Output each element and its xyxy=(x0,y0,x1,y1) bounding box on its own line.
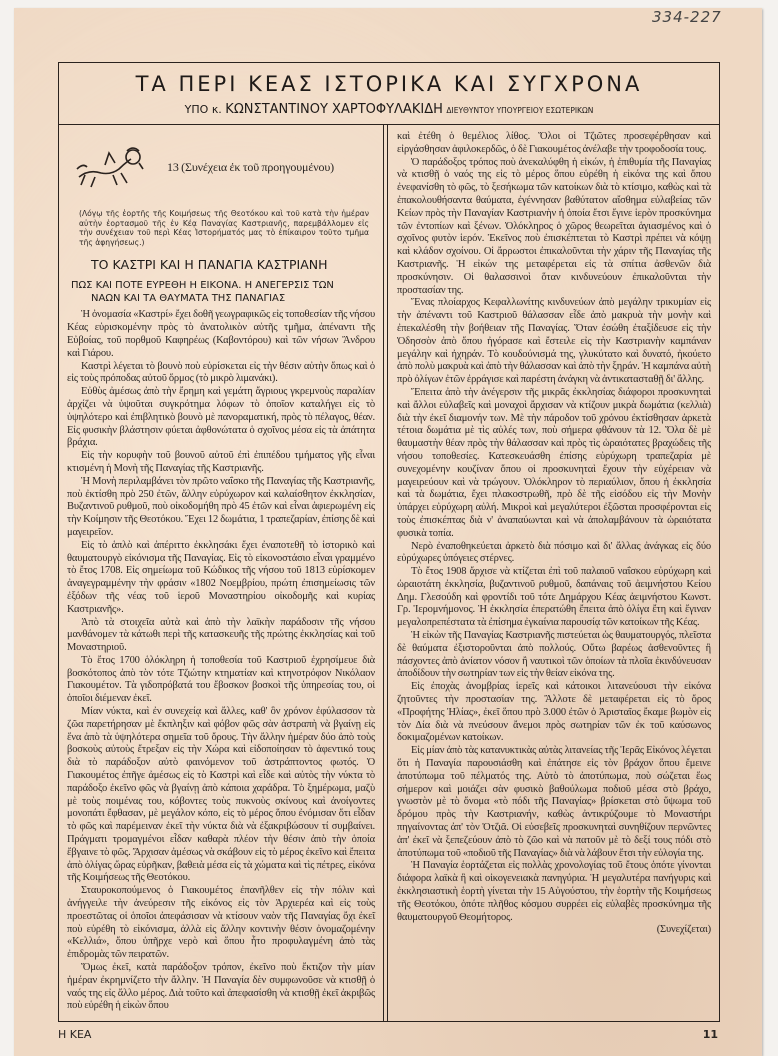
page-footer xyxy=(58,1028,720,1042)
paragraph: Νερὸ ἐναποθηκεύεται ἀρκετὸ διὰ πόσιμο καὶ δι' ἄλλας ἀνάγκας εἰς δύο εὐρύχωρες ὑπόγειες στέρνες. xyxy=(397,540,711,565)
paragraph: Ἀπὸ τὰ στοιχεῖα αὐτὰ καὶ ἀπὸ τὴν λαϊκὴν παράδοσιν τῆς νήσου μανθάνομεν τὰ κάτωθι περὶ τῆς κατασκευῆς τῆς πρώτης ἐκκλησίας καὶ τοῦ Μοναστηριοῦ. xyxy=(67,616,376,654)
paragraph: Καστρὶ λέγεται τὸ βουνὸ ποὺ εὑρίσκεται εἰς τὴν θέσιν αὐτὴν ὅπως καὶ ὁ εἰς τοὺς πρόποδας αὐτοῦ ὅρμος (τὸ μικρὸ λιμανάκι). xyxy=(67,360,376,385)
byline-prefix: ΥΠΟ κ. xyxy=(184,103,222,116)
paragraph: Εἰς μίαν ἀπὸ τὰς κατανυκτικὰς αὐτὰς λιτανείας τῆς Ἱερᾶς Εἰκόνος λέγεται ὅτι ἡ Παναγία παρουσιάσθη καὶ ἐπάτησε εἰς τὸν βράχον ὅπου ἔμεινε ἀποτύπωμα τοῦ πέλματός της. Αὐτὸ τὸ ἀποτύπωμα, ποὺ σώζεται ἕως σήμερον καὶ μοιάζει σὰν φυσικὸ βαθούλωμα ποδιοῦ μέσα στὸ βράχο, γνωστὸν μὲ τὸ ὄνομα «τὸ πόδι τῆς Παναγίας» βρίσκεται στὸ ὕψωμα τοῦ δρόμου πρὸς τὴν Καστριανήν, καθὼς ἀντικρύζουμε τὸ Μοναστήρι πηγαίνοντας ἀπ' τὸν Ὀτζιᾶ. Οἱ εὐσεβεῖς προσκυνηταὶ συνηθίζουν περνῶντες ἀπ' ἐκεῖ νὰ ξεπεζεύουν ἀπὸ τὸ ζῶο καὶ νὰ πατοῦν μὲ τὸ δεξί τους πόδι στὸ ἀποτύπωμα τοῦ «ποδιοῦ τῆς Παναγίας» διὰ νὰ λάβουν ἔτσι τὴν εὐλογία της. xyxy=(397,745,711,859)
page-number: 11 xyxy=(702,1028,718,1042)
section-subheading xyxy=(71,279,375,305)
author-role: ΔΙΕΥΘΥΝΤΟΥ ΥΠΟΥΡΓΕΙΟΥ ΕΣΩΤΕΡΙΚΩΝ xyxy=(446,106,594,115)
paragraph: καὶ ἐτέθη ὁ θεμέλιος λίθος. Ὅλοι οἱ Τζιῶτες προσεφέρθησαν καὶ εἰργάσθησαν ἀφιλοκερδῶς, ὁ δὲ Γιακουμέτος ἀνέλαβε τὴν τροφοδοσία τους. xyxy=(397,131,711,155)
paragraph: Ἡ Παναγία ἑορτάζεται εἰς πολλὰς χρονολογίας τοῦ ἔτους ὁπότε γίνονται διάφορα λαϊκὰ ἢ καὶ οἰκογενειακὰ πανηγύρια. Ἡ μεγαλυτέρα πανήγυρις καὶ ἐκκλησιαστικὴ ἑορτὴ γίνεται τὴν 15 Αὐγούστου, τὴν ἑορτὴν τῆς Κοιμήσεως τῆς Θεοτόκου, ὁπότε πλῆθος κόσμου συρρέει εἰς εὐλαβὲς προσκύνημα τῆς θαυματουργοῦ Θεομήτορος. xyxy=(397,860,711,923)
right-column xyxy=(388,125,719,1021)
left-column xyxy=(59,125,383,1021)
paragraph: Σταυροκοπούμενος ὁ Γιακουμέτος ἐπανῆλθεν εἰς τὴν πόλιν καὶ ἀνήγγειλε τὴν ἀνεύρεσιν τῆς εἰκόνος εἰς τὸν Ἀρχιερέα καὶ εἰς τοὺς προεστῶτας οἱ ὁποῖοι ἀπεφάσισαν νὰ κτίσουν ναὸν τῆς Παναγίας ὄχι ἐκεῖ ποὺ εὑρέθη τὸ εἰκόνισμα, ἀλλὰ εἰς ἄλλην κοντινὴν θέσιν ὀνομαζομένην «Κελλιά», ὅπου ὑπῆρχε νερὸ καὶ ὅπου ἦτο προφυλαγμένη ἀπὸ τὰς ἐπιδρομὰς τῶν πειρατῶν. xyxy=(67,885,376,961)
section-heading: ΤΟ ΚΑΣΤΡΙ ΚΑΙ Η ΠΑΝΑΓΙΑ ΚΑΣΤΡΙΑΝΗ xyxy=(91,257,328,273)
paragraph: Εὐθὺς ἀμέσως ἀπὸ τὴν ἔρημη καὶ γεμάτη ἄγριους γκρεμνοὺς παραλίαν ἀρχίζει νὰ ὑψοῦται συγκρότημα λόφων τὸ ὁποῖον καταλήγει εἰς τὸ ὑψηλότερο καὶ ἐπιβλητικὸ βουνὸ μὲ πανοραματική, πρὸς τὸ πέλαγος, θέαν. Εἰς φυσικὴν βλάστησιν φύεται ἀφθονώτατα ὁ σχοῖνος μέσα εἰς τὰ ἀπάτητα βράχια. xyxy=(67,386,376,449)
handwritten-archive-number: 334-227 xyxy=(652,8,722,26)
paragraph: Τὸ ἔτος 1908 ἄρχισε νὰ κτίζεται ἐπὶ τοῦ παλαιοῦ ναΐσκου εὐρύχωρη καὶ ὡραιοτάτη ἐκκλησία, βυζαντινοῦ ρυθμοῦ, δαπάναις τοῦ ἀειμνήστου Κείου Δημ. Γλεσούδη καὶ φροντίδι τοῦ τότε Δημάρχου Κέας ἀειμνήστου Κωνστ. Γρ. Ἱερομνήμονος. Ἡ ἐκκλησία ἐπερατώθη ἔπειτα ἀπὸ ὀλίγα ἔτη καὶ ἔγιναν μεγαλοπρεπέστατα τὰ ἐπίσημα ἐγκαίνια παρουσίᾳ τῶν κατοίκων τῆς Κέας. xyxy=(397,566,711,629)
author-name: ΚΩΝΣΤΑΝΤΙΝΟΥ ΧΑΡΤΟΦΥΛΑΚΙΔΗ xyxy=(225,102,443,117)
paragraph: Εἰς τὸ ἁπλὸ καὶ ἀπέριττο ἐκκλησάκι ἔχει ἐναποτεθῆ τὸ ἱστορικὸ καὶ θαυματουργὸ εἰκόνισμα τῆς Παναγίας. Εἰς τὸ εἰκονοστάσιο εἶναι γραμμένο τὸ ἔτος 1708. Εἰς σημείωμα τοῦ Κώδικος τῆς νήσου τοῦ 1813 εὑρίσκομεν ἀναγεγραμμένην τὴν φράσιν «1802 Νοεμβρίου, πρώτη ἐπισημείωσις τῶν ἐξόδων τῆς νέας τοῦ ἱεροῦ Μοναστηρίου οἰκοδομῆς καὶ κυρίας Καστριανῆς». xyxy=(67,539,376,615)
byline xyxy=(59,103,719,118)
paragraph: Ἡ ὀνομασία «Καστρί» ἔχει δοθῆ γεωγραφικῶς εἰς τοποθεσίαν τῆς νήσου Κέας εὑρισκομένην πρὸς τὸ ἀνατολικὸν αὐτῆς τμῆμα, ἀπέναντι τῆς Εὐβοίας, τοῦ πορθμοῦ Καφηρέως (Καβοντόρου) καὶ τῶν νήσων Ἄνδρου καὶ Γιάρου. xyxy=(67,309,376,359)
paragraph: Μίαν νύκτα, καὶ ἐν συνεχείᾳ καὶ ἄλλες, καθ' ὃν χρόνον ἐφύλασσον τὰ ζῶα παρετήρησαν μὲ ἔκπληξιν καὶ φόβον φῶς σὰν ἀστραπὴ νὰ βγαίνῃ εἰς ἕνα ἀπὸ τὰ ὑψηλότερα σημεῖα τοῦ ὄρους. Τὴν ἄλλην ἡμέραν δύο ἀπὸ τοὺς βοσκοὺς αὐτοὺς ἔτρεξαν εἰς τὴν Χώρα καὶ εἰδοποίησαν τὸ ἀφεντικό τους διὰ τὸ παράδοξον αὐτὸ φαινόμενον τοῦ ἀστράπτοντος φωτός. Ὁ Γιακουμέτος ἐπῆγε ἀμέσως εἰς τὸ Καστρὶ καὶ εἶδε καὶ αὐτὸς τὴν νύκτα τὸ παράδοξο ἐκεῖνο φῶς νὰ βγαίνῃ ἀπὸ κάποια χαράδρα. Τὸ ξημέρωμα, μαζὺ μὲ τοὺς ποιμένας του, κόβοντες τοὺς πυκνοὺς σκίνους καὶ ἀνοίγοντες μονοπάτι ἔφθασαν, μὲ μεγάλον κόπο, εἰς τὸ μέρος ὅπου ἐνόμισαν ὅτι εἶδαν τὸ φῶς καὶ παρέμειναν ἐκεῖ τὴν νύκτα διὰ νὰ ἐξακριβώσουν τί συμβαίνει. Πράγματι τρομαγμένοι εἶδαν καθαρὰ πλέον τὴν θέσιν ἀπὸ τὴν ὁποία ἔβγαινε τὸ φῶς. Ἄρχισαν ἀμέσως νὰ σκάβουν εἰς τὸ μέρος ἐκεῖνο καὶ ἔπειτα ἀπὸ ὀλίγας ὥρας εὑρῆκαν, βαθειὰ μέσα εἰς τὰ χώματα καὶ τὶς πέτρες, εἰκόνα τῆς Κοιμήσεως τῆς Θεοτόκου. xyxy=(67,706,376,884)
publication-name: Η ΚΕΑ xyxy=(58,1028,92,1042)
paragraph: Ὁ παράδοξος τρόπος ποὺ ἀνεκαλύφθη ἡ εἰκών, ἡ ἐπιθυμία τῆς Παναγίας νὰ κτισθῇ ὁ ναός της εἰς τὸ μέρος ὅπου εὑρέθη ἡ εἰκόνα της καὶ ὅπου ἐνεφανίσθη τὸ φῶς, τὸ ξεσήκωμα τῶν κατοίκων διὰ τὸ κτίσιμο, καθὼς καὶ τὰ ἐπακολουθήσαντα θαύματα, ἐγέννησαν βαθύτατον αἴσθημα εὐλαβείας τῶν Κείων πρὸς τὴν Παναγίαν Καστριανὴν ἡ ὁποία ἔτσι ἔγινε ἱερὸν προσκύνημα τῶν ἐντοπίων καὶ ξένων. Ὁλόκληρος ὁ χῶρος θεωρεῖται ἁγιασμένος καὶ ὁ σχοῖνος φυτὸν ἱερόν. Ἐκεῖνος ποὺ ἐπισκέπτεται τὸ Καστρὶ πρέπει νὰ κόψῃ καὶ κλάδον σχοίνου. Οἱ ἄρρωστοι ἐπικαλοῦνται τὴν χάριν τῆς Παναγίας τῆς Καστριανῆς. Ἡ εἰκών της μεταφέρεται εἰς τὰ σπίτια ἀσθενῶν διὰ προσκύνησιν. Οἱ θαλασσινοὶ ὅταν κινδυνεύουν ἐπικαλοῦνται τὴν προστασίαν της. xyxy=(397,156,711,296)
paragraph: Τὸ ἔτος 1700 ὁλόκληρη ἡ τοποθεσία τοῦ Καστριοῦ ἐχρησίμευε διὰ βοσκότοπος ἀπὸ τὸν τότε Τζιώτην κτηματίαν καὶ κτηνοτρόφον Νικόλαον Γιακουμέτον. Τὰ γιδοπρόβατά του ἔβοσκον βοσκοὶ τῆς ὑπηρεσίας του, οἱ ὁποῖοι διέμεναν ἐκεῖ. xyxy=(67,654,376,705)
installment-row xyxy=(67,139,375,195)
installment-label: 13 (Συνέχεια ἐκ τοῦ προηγουμένου) xyxy=(167,159,334,174)
paragraph: Ἕνας πλοίαρχος Κεφαλλωνίτης κινδυνεύων ἀπὸ μεγάλην τρικυμίαν εἰς τὴν ἀπέναντι τοῦ Καστριοῦ θάλασσαν εἶδε ἀπὸ μακρυὰ τὴν μονὴν καὶ ἐπεκαλέσθη τὴν βοήθειαν τῆς Παναγίας. Ὅταν ἐσώθη ἐταξίδευσε εἰς τὴν Ὀδησσὸν ἀπὸ ὅπου ἠγόρασε καὶ ἔστειλε εἰς τὴν Καστριανὴν καμπάναν μεγάλην καὶ ἠχηράν. Τὸ κουδούνισμά της, γλυκύτατο καὶ δυνατό, ἠκούετο ἀπὸ πολὺ μακρυὰ καὶ ἀπὸ τὴν θάλασσαν καὶ ἀπὸ τὴν ξηράν. Ἡ καμπάνα αὐτὴ πρὸ ὀλίγων ἐτῶν ἐρράγισε καὶ παρέστη ἀνάγκη νὰ ἀντικατασταθῇ δι' ἄλλης. xyxy=(397,297,711,386)
paragraph: Ὅμως ἐκεῖ, κατὰ παράδοξον τρόπον, ἐκεῖνο ποὺ ἔκτιζον τὴν μίαν ἡμέραν ἐκρημνίζετο τὴν ἄλλην. Ἡ Παναγία δὲν συμφωνοῦσε νὰ κτισθῇ ὁ ναός της εἰς ἄλλο μέρος. Διὰ τοῦτο καὶ ἀπεφασίσθη νὰ κτισθῇ ἐκεῖ ἀκριβῶς ποὺ εὑρέθη ἡ εἰκὼν ὅπου xyxy=(67,962,376,1012)
paragraph: Ἡ εἰκὼν τῆς Παναγίας Καστριανῆς πιστεύεται ὡς θαυματουργός, πλεῖστα δὲ θαύματα ἐξιστοροῦνται ἀπὸ πολλούς. Οὕτω βαρέως ἀσθενοῦντες ἢ πάσχοντες ἀπὸ ἀνίατον νόσον ἢ ναυτικοὶ τῶν ὁποίων τὰ πλοῖα ἐκινδύνευσαν ἀποδίδουν τὴν σωτηρίαν των εἰς τὴν θείαν εἰκόνα της. xyxy=(397,630,711,680)
article-columns xyxy=(59,125,719,1021)
paragraph: Ἔπειτα ἀπὸ τὴν ἀνέγερσιν τῆς μικρᾶς ἐκκλησίας διάφοροι προσκυνηταὶ καὶ ἄλλοι εὐλαβεῖς καὶ μοναχοὶ ἄρχισαν νὰ κτίζουν μικρὰ δωμάτια (κελλιὰ) διὰ τὴν ἐκεῖ διαμονήν των. Μὲ τὴν πάροδον τοῦ χρόνου ἐκτίσθησαν ἀρκετὰ τέτοια δωμάτια μὲ τὶς αὐλές των, ποὺ σήμερα φθάνουν τὰ 12. Ὅλα δὲ μὲ θαυμαστὴν θέαν πρὸς τὴν θάλασσαν καὶ πρὸς τὶς ὡραιότατες βραχώδεις τῆς νήσου τοποθεσίες. Κατεσκευάσθη ἐπίσης εὐρύχωρη τραπεζαρία μὲ συνεχομένην κουζίναν ὅπου οἱ προσκυνηταὶ ἔχουν τὴν εὐχέρειαν νὰ μαγειρεύουν καὶ νὰ τρώγουν. Ὁλόκληρον τὸ περιαύλιον, ὅπου ἡ ἐκκλησία καὶ τὰ δωμάτια, ἔχει πλακοστρωθῆ, πρὸ δὲ τῆς εἰσόδου εἰς τὴν Μονὴν ὑπάρχει εὐρύχωρη αὐλή. Μικροὶ καὶ μεγαλύτεροι ἐξῶσται προσφέρονται εἰς τοὺς ἐπισκέπτας διὰ ν' ἀναπαύωνται καὶ νὰ ἀπολαμβάνουν τὰ ὡραιότατα φυσικὰ τοπία. xyxy=(397,386,711,539)
subheading-line-2: ΝΑΩΝ ΚΑΙ ΤΑ ΘΑΥΜΑΤΑ ΤΗΣ ΠΑΝΑΓΙΑΣ xyxy=(91,293,286,305)
article-title: ΤΑ ΠΕΡΙ ΚΕΑΣ ΙΣΤΟΡΙΚΑ ΚΑΙ ΣΥΓΧΡΟΝΑ xyxy=(135,72,643,96)
subheading-line-1: ΠΩΣ ΚΑΙ ΠΟΤΕ ΕΥΡΕΘΗ Η ΕΙΚΟΝΑ. Η ΑΝΕΓΕΡΣΙΣ ΤΩΝ xyxy=(71,280,334,292)
article-frame xyxy=(58,62,720,1022)
paragraph: Εἰς τὴν κορυφὴν τοῦ βουνοῦ αὐτοῦ ἐπὶ ἐπιπέδου τμήματος γῆς εἶναι κτισμένη ἡ Μονὴ τῆς Παναγίας τῆς Καστριανῆς. xyxy=(67,450,376,474)
paragraph: Εἰς ἐποχὰς ἀνομβρίας ἱερεῖς καὶ κάτοικοι λιτανεύουσι τὴν εἰκόνα ζητοῦντες τὴν προστασίαν της. Ἄλλοτε δὲ μεταφέρεται εἰς τὸ ὄρος «Προφήτης Ἠλίας», ἐκεῖ ὅπου πρὸ 3.000 ἐτῶν ὁ Ἀρισταῖος ἔκαμε βωμὸν εἰς τὸν Δία διὰ νὰ πνεύσουν ἄνεμοι πρὸς σωτηρίαν τῶν ἐκ τοῦ καύσωνος δοκιμαζομένων κατοίκων. xyxy=(397,681,711,744)
editor-note: (Λόγῳ τῆς ἑορτῆς τῆς Κοιμήσεως τῆς Θεοτόκου καὶ τοῦ κατὰ τὴν ἡμέραν αὐτὴν ἑορτασμοῦ τῆς ἐν Κέᾳ Παναγίας Καστριανῆς, παρεμβάλλομεν εἰς τὴν συνέχειαν τοῦ περὶ Κέας Ἱστορήματός μας τὸ ἐπίκαιρον τοῦτο τμῆμα τῆς ἀφηγήσεως.) xyxy=(79,209,370,247)
lion-emblem-icon xyxy=(75,145,145,190)
continued-label: (Συνεχίζεται) xyxy=(656,924,711,936)
paragraph: Ἡ Μονὴ περιλαμβάνει τὸν πρῶτο ναΐσκο τῆς Παναγίας τῆς Καστριανῆς, ποὺ ἐκτίσθη πρὸ 250 ἐτῶν, ἄλλην εὐρύχωρον καὶ καλαίσθητον ἐκκλησίαν, Βυζαντινοῦ ρυθμοῦ, ποὺ οἰκοδομήθη πρὸ 45 ἐτῶν καὶ εἶναι ἀφιερωμένη εἰς τὴν Κοίμησιν τῆς Θεοτόκου. Ἔχει 12 δωμάτια, 1 τραπεζαρίαν, ἐπίσης δὲ καὶ μαγειρεῖον. xyxy=(67,475,376,538)
magazine-page xyxy=(14,8,762,1056)
article-header xyxy=(59,63,719,125)
